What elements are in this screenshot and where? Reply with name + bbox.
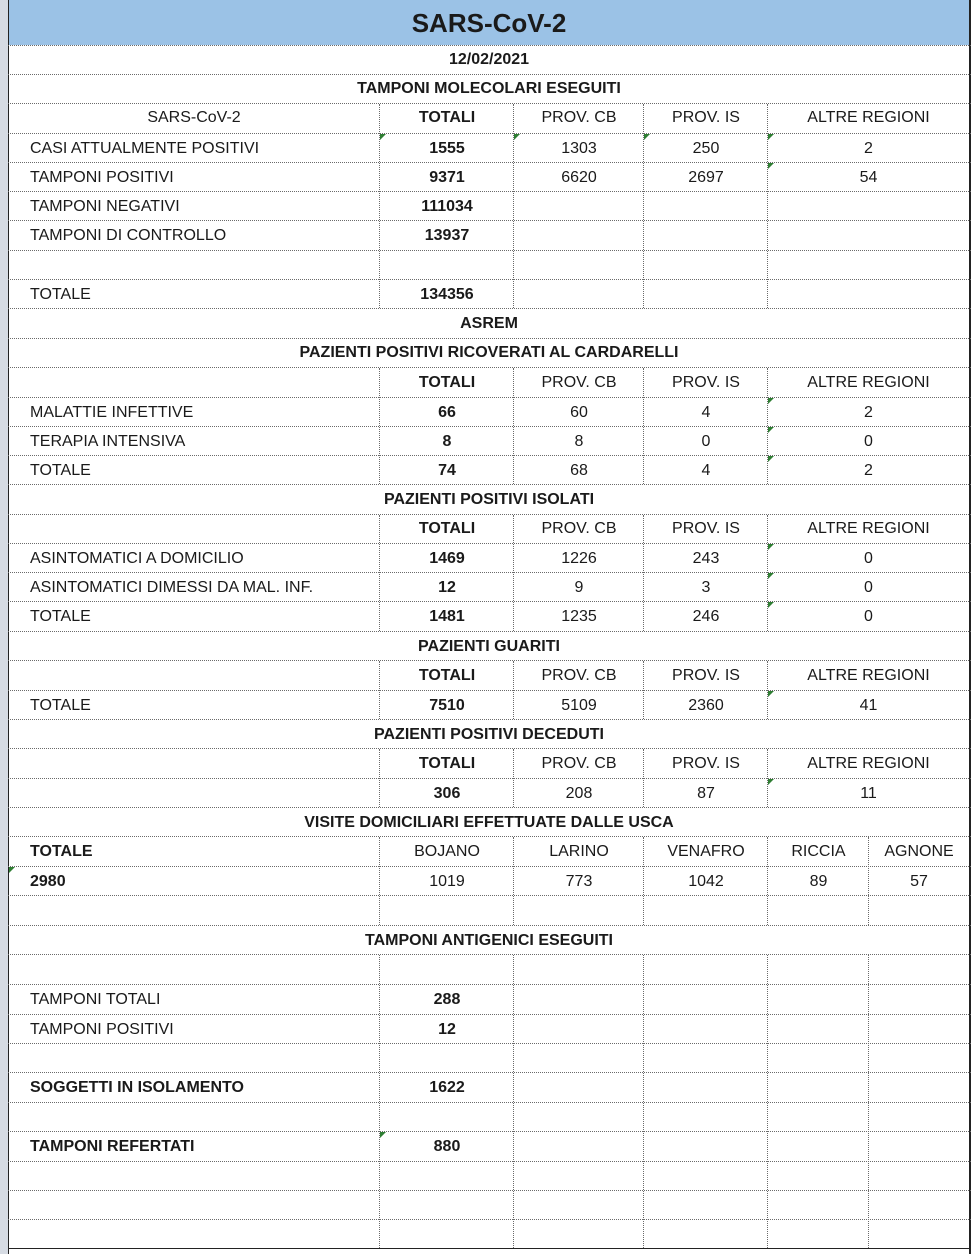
grid-line	[8, 45, 971, 46]
grid-line	[8, 1161, 971, 1162]
grid-line	[8, 572, 971, 573]
value-soggetti: 1622	[429, 1079, 465, 1096]
cell-indicator-icon	[768, 398, 774, 404]
column-label-sars: SARS-CoV-2	[147, 109, 241, 126]
header-totali: TOTALI	[418, 755, 476, 772]
header-prov-is: PROV. IS	[672, 109, 740, 126]
grid-line	[8, 1102, 971, 1103]
usca-value-larino: 773	[565, 872, 593, 890]
usca-location-larino: LARINO	[549, 843, 609, 860]
usca-location-bojano: BOJANO	[414, 843, 480, 860]
value-totali: 7510	[429, 696, 465, 714]
value-totali: 9371	[429, 168, 465, 186]
value-prov-is: 250	[692, 139, 720, 157]
row-label: TOTALE	[30, 696, 91, 714]
value-prov-cb: 1303	[561, 139, 597, 157]
header-altre-regioni: ALTRE REGIONI	[807, 755, 930, 772]
cell-indicator-icon	[768, 691, 774, 697]
value-altre-regioni: 0	[864, 578, 873, 596]
usca-total-value: 2980	[30, 872, 66, 890]
header-prov-is: PROV. IS	[672, 667, 740, 684]
grid-line	[8, 543, 971, 544]
usca-value-venafro: 1042	[688, 872, 724, 890]
row-label: TAMPONI NEGATIVI	[30, 197, 180, 215]
grid-line	[8, 308, 971, 309]
header-prov-cb: PROV. CB	[541, 667, 617, 684]
value-prov-is: 3	[701, 578, 711, 596]
row-label: TERAPIA INTENSIVA	[30, 432, 186, 450]
value-prov-cb: 6620	[561, 168, 597, 186]
grid-col-line	[513, 661, 514, 719]
value-altre-regioni: 54	[859, 168, 878, 186]
row-label-totale: TOTALE	[30, 285, 91, 303]
cell-indicator-icon	[380, 1132, 386, 1138]
usca-location-agnone: AGNONE	[884, 843, 954, 860]
grid-line	[8, 1072, 971, 1073]
grid-line	[8, 367, 971, 368]
grid-line	[8, 719, 971, 720]
row-label: TAMPONI DI CONTROLLO	[30, 226, 227, 244]
value-totali: 8	[442, 432, 452, 450]
grid-col-line	[643, 749, 644, 807]
grid-col-line	[379, 515, 380, 631]
grid-line	[8, 954, 971, 955]
value-totali: 306	[433, 784, 461, 802]
header-altre-regioni: ALTRE REGIONI	[807, 667, 930, 684]
grid-col-line	[868, 955, 869, 1248]
asrem-label: ASREM	[460, 314, 518, 332]
value-prov-is: 87	[697, 784, 715, 802]
grid-line	[8, 925, 971, 926]
grid-line	[8, 690, 971, 691]
report-title: SARS-CoV-2	[9, 0, 969, 45]
row-label: TOTALE	[30, 608, 91, 625]
value-totali: 66	[438, 403, 456, 421]
grid-col-line	[767, 368, 768, 484]
value-prov-is: 2360	[688, 696, 724, 714]
cell-indicator-icon	[768, 456, 774, 462]
value-altre-regioni: 2	[864, 461, 873, 479]
grid-line	[8, 866, 971, 867]
grid-col-line	[379, 837, 380, 925]
value-totali: 1555	[429, 139, 465, 157]
header-prov-cb: PROV. CB	[541, 520, 617, 537]
grid-col-line	[767, 749, 768, 807]
grid-line	[8, 484, 971, 485]
grid-line	[8, 1014, 971, 1015]
cell-indicator-icon	[768, 427, 774, 433]
header-prov-is: PROV. IS	[672, 755, 740, 772]
grid-line-bottom	[8, 1248, 971, 1249]
value-altre-regioni: 11	[860, 784, 877, 802]
value-altre-regioni: 41	[859, 696, 878, 714]
value-totali: 111034	[421, 197, 473, 215]
cell-indicator-icon	[514, 134, 520, 140]
value-tamponi-positivi: 12	[438, 1020, 456, 1038]
header-prov-cb: PROV. CB	[541, 755, 617, 772]
grid-col-line	[643, 837, 644, 925]
grid-line	[8, 807, 971, 808]
grid-line	[8, 426, 971, 427]
grid-line	[8, 984, 971, 985]
grid-col-line	[379, 955, 380, 1248]
header-totali: TOTALI	[418, 520, 476, 537]
section-heading-guariti: PAZIENTI GUARITI	[418, 637, 560, 655]
grid-line	[8, 397, 971, 398]
value-tamponi-totali: 288	[433, 991, 461, 1008]
value-totali: 1481	[429, 608, 465, 625]
cell-indicator-icon	[768, 544, 774, 550]
grid-col-line	[643, 661, 644, 719]
usca-value-agnone: 57	[910, 872, 928, 890]
value-altre-regioni: 0	[864, 432, 873, 450]
grid-line	[8, 601, 971, 602]
value-prov-cb: 60	[570, 403, 588, 421]
row-label: TOTALE	[30, 461, 91, 479]
grid-col-line	[767, 955, 768, 1248]
row-label: TAMPONI POSITIVI	[30, 1020, 174, 1038]
header-altre-regioni: ALTRE REGIONI	[807, 373, 930, 391]
grid-col-line	[767, 661, 768, 719]
usca-value-bojano: 1019	[429, 872, 465, 890]
grid-line	[8, 338, 971, 339]
row-label: CASI ATTUALMENTE POSITIVI	[30, 139, 260, 157]
cell-indicator-icon	[768, 134, 774, 140]
value-prov-cb: 9	[574, 578, 584, 596]
grid-col-line	[513, 955, 514, 1248]
grid-line	[8, 279, 971, 280]
row-label: TAMPONI TOTALI	[30, 991, 161, 1008]
cell-indicator-icon	[768, 602, 774, 608]
section-heading-isolati: PAZIENTI POSITIVI ISOLATI	[383, 490, 595, 508]
grid-line	[8, 514, 971, 515]
grid-col-line	[513, 837, 514, 925]
grid-line	[8, 778, 971, 779]
grid-col-line	[767, 837, 768, 925]
row-label-soggetti: SOGGETTI IN ISOLAMENTO	[30, 1079, 244, 1096]
header-totali: TOTALI	[418, 667, 476, 684]
header-prov-is: PROV. IS	[672, 373, 740, 391]
window-left-edge	[0, 0, 8, 1254]
grid-line	[8, 74, 971, 75]
grid-line	[8, 250, 971, 251]
grid-col-line	[513, 749, 514, 807]
value-altre-regioni: 0	[864, 608, 873, 625]
value-prov-cb: 1235	[561, 608, 597, 625]
value-prov-cb: 5109	[561, 696, 597, 714]
section-heading-usca: VISITE DOMICILIARI EFFETTUATE DALLE USCA	[304, 813, 674, 831]
value-totali: 74	[438, 461, 456, 479]
header-totali: TOTALI	[418, 373, 476, 391]
grid-line	[8, 1190, 971, 1191]
usca-value-riccia: 89	[809, 872, 828, 890]
grid-line	[8, 455, 971, 456]
section-heading-ricoverati: PAZIENTI POSITIVI RICOVERATI AL CARDARELLI	[299, 344, 679, 361]
usca-location-riccia: RICCIA	[791, 843, 846, 860]
grid-line	[8, 660, 971, 661]
value-altre-regioni: 0	[864, 549, 873, 567]
cell-indicator-icon	[768, 779, 774, 785]
cell-indicator-icon	[644, 134, 650, 140]
cell-indicator-icon	[380, 134, 386, 140]
value-altre-regioni: 2	[864, 403, 873, 421]
grid-line	[8, 748, 971, 749]
grid-line	[8, 133, 971, 134]
grid-col-line	[513, 368, 514, 484]
grid-col-line	[643, 515, 644, 631]
value-totali: 1469	[429, 549, 465, 567]
header-altre-regioni: ALTRE REGIONI	[807, 520, 930, 537]
value-prov-is: 4	[701, 461, 711, 479]
value-prov-is: 246	[692, 608, 720, 625]
grid-col-line	[513, 515, 514, 631]
grid-line	[8, 631, 971, 632]
value-totali: 12	[438, 578, 456, 596]
row-label: MALATTIE INFETTIVE	[30, 403, 194, 421]
header-prov-cb: PROV. CB	[541, 373, 617, 391]
grid-line	[8, 895, 971, 896]
value-prov-is: 243	[692, 549, 720, 567]
header-prov-is: PROV. IS	[672, 520, 740, 537]
header-altre-regioni: ALTRE REGIONI	[807, 109, 930, 126]
value-prov-cb: 208	[565, 784, 593, 802]
header-totali: TOTALI	[418, 109, 476, 126]
value-totali: 13937	[424, 226, 470, 244]
cell-indicator-icon	[9, 867, 15, 873]
report-date: 12/02/2021	[448, 51, 530, 68]
grid-col-line	[379, 661, 380, 719]
grid-line	[8, 103, 971, 104]
grid-col-line	[643, 368, 644, 484]
grid-line	[8, 1043, 971, 1044]
grid-line	[8, 1131, 971, 1132]
grid-line	[8, 1219, 971, 1220]
value-prov-cb: 1226	[561, 549, 597, 567]
section-heading-deceduti: PAZIENTI POSITIVI DECEDUTI	[374, 725, 604, 743]
grid-line	[8, 836, 971, 837]
grid-col-line	[643, 955, 644, 1248]
value-prov-is: 4	[701, 403, 711, 421]
grid-line	[8, 191, 971, 192]
cell-indicator-icon	[768, 163, 774, 169]
row-label: ASINTOMATICI DIMESSI DA MAL. INF.	[30, 578, 314, 596]
value-prov-is: 2697	[688, 168, 724, 186]
header-prov-cb: PROV. CB	[541, 109, 617, 126]
value-prov-cb: 68	[570, 461, 588, 479]
value-totale: 134356	[420, 285, 474, 303]
section-heading-antigenici: TAMPONI ANTIGENICI ESEGUITI	[364, 931, 613, 949]
usca-total-label: TOTALE	[30, 843, 93, 860]
grid-col-line	[379, 368, 380, 484]
grid-col-line	[379, 749, 380, 807]
row-label: ASINTOMATICI A DOMICILIO	[30, 549, 244, 567]
value-altre-regioni: 2	[864, 139, 873, 157]
section-heading-molecolari: TAMPONI MOLECOLARI ESEGUITI	[357, 80, 621, 97]
cell-indicator-icon	[768, 573, 774, 579]
grid-line	[8, 220, 971, 221]
row-label: TAMPONI POSITIVI	[30, 168, 174, 186]
grid-line	[8, 162, 971, 163]
value-refertati: 880	[433, 1138, 461, 1155]
value-prov-cb: 8	[574, 432, 584, 450]
value-prov-is: 0	[701, 432, 711, 450]
usca-location-venafro: VENAFRO	[667, 843, 745, 860]
row-label-refertati: TAMPONI REFERTATI	[30, 1138, 195, 1155]
grid-col-line	[868, 837, 869, 925]
